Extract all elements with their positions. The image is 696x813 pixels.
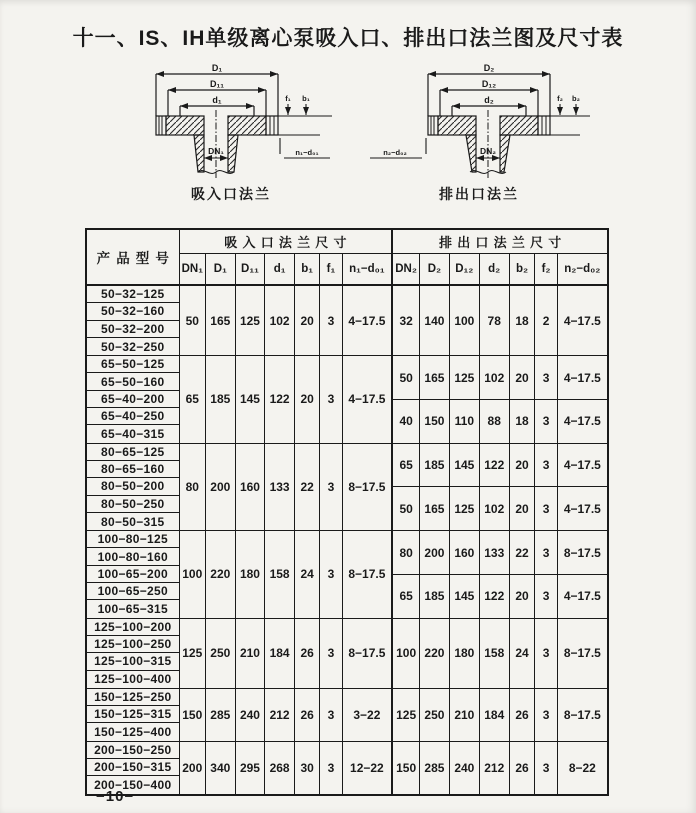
dim-cell: 250	[206, 619, 236, 688]
discharge-subrow	[393, 619, 607, 688]
dim-cell: 3	[320, 356, 342, 442]
discharge-values	[393, 356, 607, 442]
dim-cell: 212	[265, 689, 295, 741]
dim-cell: 200	[420, 531, 450, 574]
model-column	[87, 619, 180, 688]
dim-cell: 3	[320, 619, 342, 688]
dim-cell: 30	[295, 742, 320, 794]
dim-cell: 3	[320, 444, 342, 530]
dim-cell: 185	[420, 444, 450, 487]
table-group	[87, 356, 607, 443]
discharge-subrow	[393, 742, 607, 794]
col-header-b1: b₁	[295, 254, 320, 284]
col-header-DN2: DN₂	[393, 254, 420, 284]
flange-figures	[14, 62, 696, 204]
dim-cell: 18	[510, 286, 536, 355]
dim-cell: 165	[420, 487, 450, 530]
model-cell: 80−50−250	[87, 496, 179, 513]
dim-label-f2: f₂	[557, 94, 563, 103]
col-header-D1: D₁	[206, 254, 236, 284]
dim-cell: 65	[393, 575, 420, 618]
model-cell: 100−80−125	[87, 531, 179, 548]
dim-cell: 80	[393, 531, 420, 574]
dim-cell: 340	[206, 742, 236, 794]
dim-cell: 4−17.5	[348, 392, 386, 407]
model-cell: 50−32−160	[87, 303, 179, 320]
dim-cell: 295	[236, 742, 266, 794]
dim-cell: 250	[420, 689, 450, 741]
dim-cell: 100	[180, 531, 206, 617]
discharge-subrow	[393, 486, 607, 530]
model-cell: 125−100−315	[87, 653, 179, 670]
dim-cell: 22	[295, 444, 320, 530]
dim-label-b1: b₁	[302, 94, 310, 103]
suction-flange-drawing	[116, 62, 346, 182]
suction-column-headers	[180, 254, 392, 284]
dim-label-n1-d01: n₁−d₀₁	[295, 148, 319, 157]
dim-cell: 158	[480, 619, 510, 688]
dim-cell: 40	[393, 400, 420, 443]
discharge-subrow	[393, 689, 607, 741]
model-cell: 200−150−315	[87, 759, 179, 776]
dim-cell: 20	[295, 356, 320, 442]
model-column	[87, 444, 180, 530]
dim-cell: 3	[320, 286, 342, 355]
suction-values	[180, 619, 394, 688]
dim-cell: 200	[180, 742, 206, 794]
dim-cell: 78	[480, 286, 510, 355]
dim-cell: 125	[393, 689, 420, 741]
dim-cell: 150	[180, 689, 206, 741]
suction-values	[180, 286, 394, 355]
dim-cell: 240	[450, 742, 480, 794]
col-header-b2: b₂	[510, 254, 536, 284]
dim-cell: 125	[450, 356, 480, 399]
discharge-flange-drawing	[364, 62, 594, 182]
dim-cell: 3	[320, 531, 342, 617]
discharge-subrow	[393, 444, 607, 487]
dim-cell: 122	[265, 356, 295, 442]
model-cell: 50−32−200	[87, 321, 179, 338]
dim-cell: 26	[295, 619, 320, 688]
model-cell: 100−65−315	[97, 601, 168, 616]
dim-cell: 102	[480, 487, 510, 530]
dim-cell: 3−22	[353, 707, 381, 722]
discharge-section-title: 排出口法兰尺寸	[393, 230, 607, 254]
model-column-header: 产品型号	[87, 230, 180, 284]
dim-cell: 180	[236, 531, 266, 617]
table-group	[87, 444, 607, 531]
dim-cell: 145	[236, 356, 266, 442]
dim-cell: 80	[180, 444, 206, 530]
page-number: −10−	[96, 788, 135, 805]
dim-cell: 100	[450, 286, 480, 355]
dim-cell: 102	[265, 286, 295, 355]
dim-cell: 26	[510, 689, 536, 741]
dim-cell: 88	[480, 400, 510, 443]
dim-cell: 4−17.5	[348, 313, 386, 328]
dim-cell: 165	[420, 356, 450, 399]
model-cell: 100−65−250	[87, 583, 179, 600]
dim-cell: 285	[420, 742, 450, 794]
dim-cell: 8−17.5	[563, 707, 601, 722]
dim-cell: 20	[510, 444, 536, 487]
dim-cell: 2	[535, 286, 557, 355]
dim-label-b2: b₂	[572, 94, 580, 103]
suction-values	[180, 444, 394, 530]
model-cell: 65−50−125	[87, 356, 179, 373]
dim-cell: 268	[265, 742, 295, 794]
model-cell: 200−150−250	[87, 742, 179, 759]
table-group	[87, 531, 607, 618]
model-cell: 125−100−200	[87, 619, 179, 636]
dim-cell: 285	[206, 689, 236, 741]
dim-cell: 4−17.5	[563, 370, 601, 385]
dim-cell: 24	[510, 619, 536, 688]
dim-cell: 145	[450, 575, 480, 618]
dim-label-d1: d₁	[212, 95, 222, 105]
dim-cell: 3	[535, 400, 557, 443]
col-header-f1: f₁	[320, 254, 342, 284]
model-column	[87, 286, 180, 355]
dim-cell: 184	[480, 689, 510, 741]
dim-cell: 150	[393, 742, 420, 794]
dim-label-d2: d₂	[484, 95, 494, 105]
dim-cell: 22	[510, 531, 536, 574]
page-title: 十一、IS、IH单级离心泵吸入口、排出口法兰图及尺寸表	[72, 27, 624, 50]
discharge-subrow	[393, 286, 607, 355]
dim-cell: 20	[510, 575, 536, 618]
discharge-subrow	[393, 399, 607, 443]
dim-cell: 50	[180, 286, 206, 355]
dim-cell: 160	[450, 531, 480, 574]
table-group	[87, 742, 607, 794]
discharge-flange-figure	[364, 62, 594, 204]
col-header-D11: D₁₁	[236, 254, 266, 284]
dim-cell: 50	[393, 487, 420, 530]
col-header-D12: D₁₂	[450, 254, 480, 284]
dim-cell: 212	[480, 742, 510, 794]
model-column	[87, 742, 180, 794]
dim-label-f1: f₁	[285, 94, 291, 103]
suction-values	[180, 742, 394, 794]
dim-cell: 160	[236, 444, 266, 530]
discharge-values	[393, 531, 607, 617]
col-header-DN1: DN₁	[180, 254, 206, 284]
dim-label-DN1: DN₁	[208, 146, 224, 156]
dim-cell: 102	[480, 356, 510, 399]
suction-values	[180, 356, 394, 442]
dim-cell: 65	[393, 444, 420, 487]
dim-label-D11: D₁₁	[210, 79, 224, 89]
suction-section-header	[180, 230, 394, 284]
model-cell: 100−65−200	[87, 566, 179, 583]
dim-cell: 133	[265, 444, 295, 530]
model-cell: 50−32−125	[87, 286, 179, 303]
dim-cell: 26	[295, 689, 320, 741]
dim-cell: 3	[535, 689, 557, 741]
suction-values	[180, 531, 394, 617]
model-cell: 150−125−250	[87, 689, 179, 706]
dim-cell: 125	[450, 487, 480, 530]
dim-cell: 158	[265, 531, 295, 617]
model-cell: 80−65−125	[87, 444, 179, 461]
dim-cell: 20	[295, 286, 320, 355]
dim-cell: 3	[535, 575, 557, 618]
dim-cell: 122	[480, 575, 510, 618]
dim-cell: 3	[535, 619, 557, 688]
discharge-values	[393, 444, 607, 530]
model-cell: 100−80−160	[87, 548, 179, 565]
model-cell: 150−125−315	[87, 706, 179, 723]
model-cell: 50−32−250	[101, 339, 165, 354]
discharge-subrow	[393, 574, 607, 618]
discharge-values	[393, 619, 607, 688]
dim-cell: 3	[320, 689, 342, 741]
dim-cell: 133	[480, 531, 510, 574]
dim-cell: 4−17.5	[563, 414, 601, 429]
discharge-values	[393, 742, 607, 794]
dim-cell: 125	[180, 619, 206, 688]
suction-values	[180, 689, 394, 741]
dim-cell: 8−17.5	[348, 479, 386, 494]
dim-label-n2-d02: n₂−d₀₂	[383, 148, 407, 157]
dim-cell: 3	[535, 531, 557, 574]
dim-cell: 180	[450, 619, 480, 688]
dim-cell: 185	[420, 575, 450, 618]
table-group	[87, 619, 607, 689]
model-column	[87, 531, 180, 617]
dim-cell: 8−17.5	[563, 545, 601, 560]
dim-cell: 26	[510, 742, 536, 794]
dim-cell: 220	[420, 619, 450, 688]
dim-cell: 8−17.5	[563, 646, 601, 661]
model-cell: 200−150−400	[94, 777, 172, 792]
table-group	[87, 286, 607, 356]
model-cell: 65−40−200	[87, 391, 179, 408]
model-cell: 80−50−200	[87, 478, 179, 495]
dim-cell: 185	[206, 356, 236, 442]
dim-cell: 4−17.5	[563, 589, 601, 604]
discharge-subrow	[393, 531, 607, 574]
dim-cell: 240	[236, 689, 266, 741]
dim-cell: 24	[295, 531, 320, 617]
table-header	[87, 230, 607, 286]
dim-cell: 220	[206, 531, 236, 617]
dim-cell: 50	[393, 356, 420, 399]
dim-cell: 125	[236, 286, 266, 355]
suction-flange-figure	[116, 62, 346, 204]
dim-cell: 20	[510, 356, 536, 399]
suction-flange-caption: 吸入口法兰	[191, 186, 271, 202]
dim-cell: 122	[480, 444, 510, 487]
col-header-d2: d₂	[480, 254, 510, 284]
model-cell: 80−50−315	[101, 514, 165, 529]
dim-cell: 150	[420, 400, 450, 443]
discharge-column-headers	[393, 254, 607, 284]
model-cell: 65−40−315	[101, 427, 165, 442]
dim-cell: 3	[535, 742, 557, 794]
dim-cell: 200	[206, 444, 236, 530]
dim-cell: 20	[510, 487, 536, 530]
dim-cell: 184	[265, 619, 295, 688]
model-cell: 125−100−250	[87, 636, 179, 653]
flange-dimension-table	[85, 228, 609, 796]
model-cell: 80−65−160	[87, 461, 179, 478]
model-cell: 150−125−400	[94, 725, 172, 740]
dim-cell: 4−17.5	[563, 313, 601, 328]
col-header-n2-d02: n₂−d₀₂	[564, 263, 601, 275]
col-header-d1: d₁	[265, 254, 295, 284]
dim-cell: 140	[420, 286, 450, 355]
discharge-flange-caption: 排出口法兰	[439, 186, 519, 202]
discharge-values	[393, 689, 607, 741]
dim-cell: 4−17.5	[563, 458, 601, 473]
model-cell: 125−100−400	[94, 672, 172, 687]
model-column	[87, 689, 180, 741]
model-cell: 65−40−250	[87, 408, 179, 425]
dim-cell: 3	[535, 356, 557, 399]
dim-cell: 3	[320, 742, 342, 794]
dim-cell: 12−22	[350, 760, 384, 775]
dim-cell: 100	[393, 619, 420, 688]
dim-label-D2: D₂	[483, 63, 495, 73]
table-group	[87, 689, 607, 742]
dim-cell: 18	[510, 400, 536, 443]
dim-cell: 3	[535, 487, 557, 530]
model-cell: 65−50−160	[87, 373, 179, 390]
dim-cell: 145	[450, 444, 480, 487]
suction-section-title: 吸入口法兰尺寸	[180, 230, 392, 254]
discharge-section-header	[393, 230, 607, 284]
dim-cell: 210	[236, 619, 266, 688]
col-header-n1-d01: n₁−d₀₁	[349, 263, 385, 275]
dim-cell: 8−17.5	[348, 567, 386, 582]
dim-cell: 8−22	[568, 760, 596, 775]
dim-cell: 65	[180, 356, 206, 442]
col-header-D2: D₂	[420, 254, 450, 284]
dim-cell: 8−17.5	[348, 646, 386, 661]
dim-cell: 210	[450, 689, 480, 741]
dim-label-DN2: DN₂	[479, 146, 497, 156]
dim-label-D12: D₁₂	[481, 79, 497, 89]
dim-cell: 165	[206, 286, 236, 355]
dim-label-D1: D₁	[211, 63, 223, 73]
dim-cell: 32	[393, 286, 420, 355]
discharge-subrow	[393, 356, 607, 399]
discharge-values	[393, 286, 607, 355]
col-header-f2: f₂	[535, 254, 557, 284]
model-column	[87, 356, 180, 442]
dim-cell: 3	[535, 444, 557, 487]
table-body	[87, 286, 607, 794]
dim-cell: 4−17.5	[563, 501, 601, 516]
dim-cell: 110	[450, 400, 480, 443]
